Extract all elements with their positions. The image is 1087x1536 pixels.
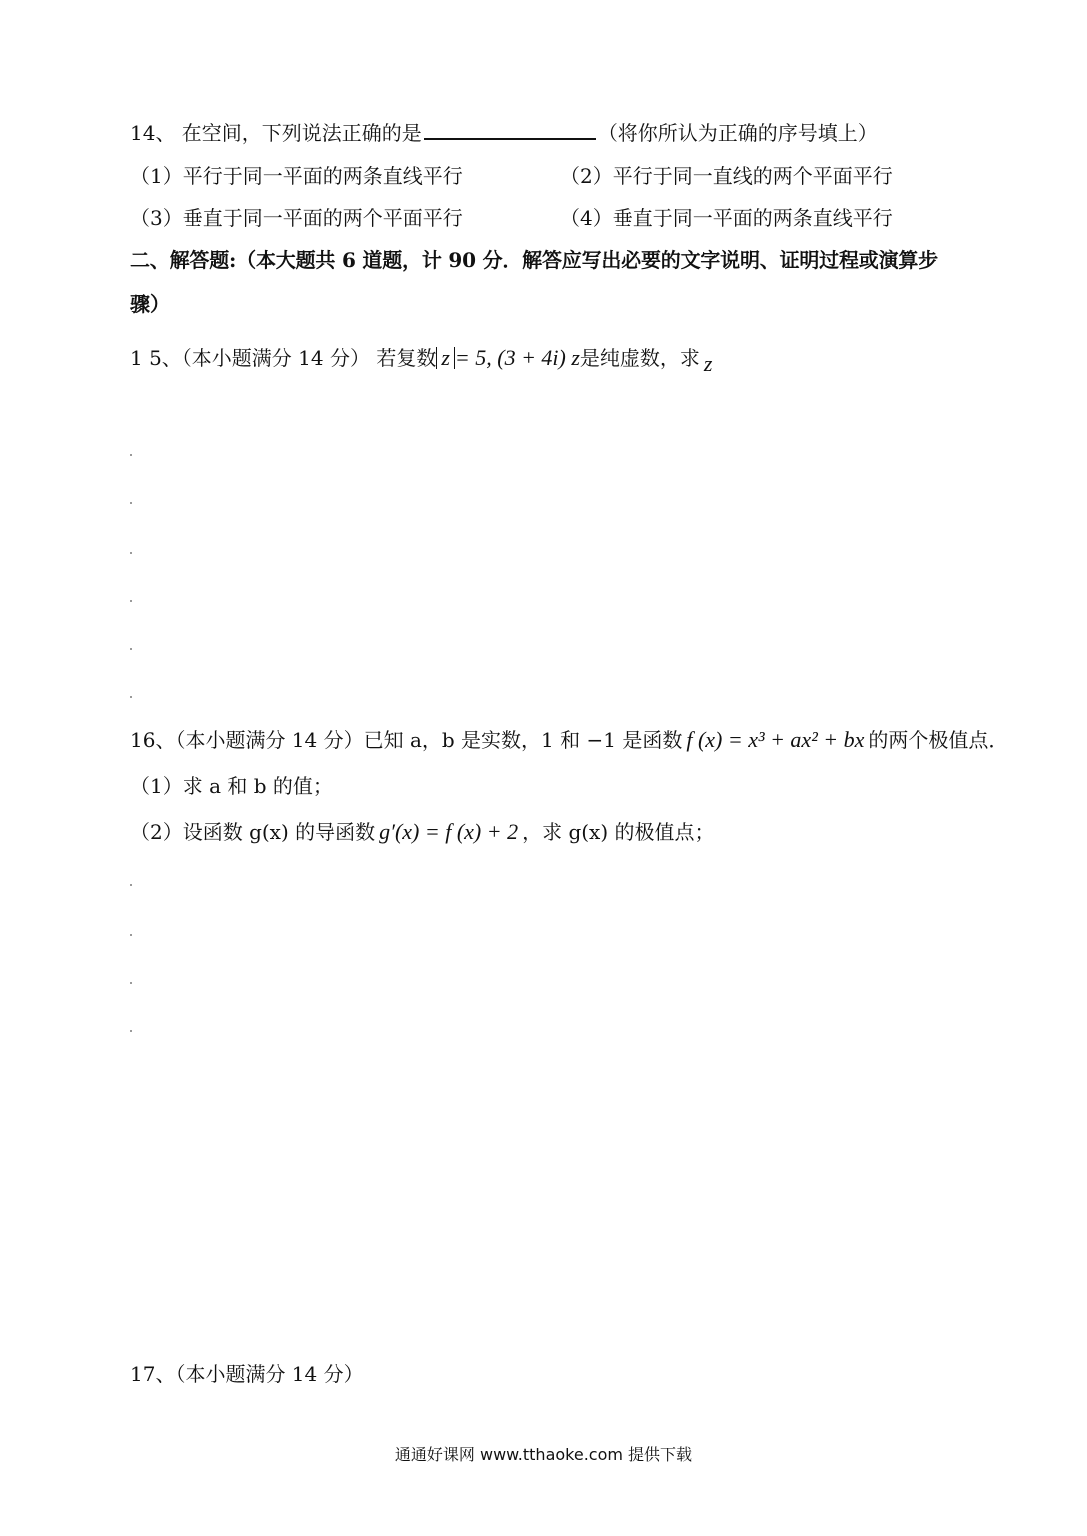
q17-stem: 17、（本小题满分 14 分） [130,1362,364,1386]
answer-space-dot [130,502,132,504]
answer-space-dot [130,552,132,554]
q16-stem-prefix: 16、（本小题满分 14 分）已知 a，b 是实数，1 和 −1 是函数 [130,728,683,752]
answer-space-dot [130,696,132,698]
q14-option-3: （3）垂直于同一平面的两个平面平行 [130,206,463,230]
q14-stem [130,118,878,147]
q14-option-1: （1）平行于同一平面的两条直线平行 [130,164,463,188]
q16-part2-formula: g′(x) = f (x) + 2 [379,819,519,844]
q16-function: f (x) = x³ + ax² + bx [686,727,865,752]
answer-space-dot [130,934,132,936]
q16-stem-suffix: 的两个极值点． [868,728,1009,752]
q16-part-1: （1）求 a 和 b 的值； [130,774,333,798]
q16-part-2 [130,818,715,846]
q14-answer-blank [424,118,596,140]
q14-option-4: （4）垂直于同一平面的两条直线平行 [560,206,893,230]
q15-equation: = 5, (3 + 4i) z [454,345,580,370]
q15-prefix: 1 5、（本小题满分 14 分） 若复数 [130,346,437,370]
section-heading-line2: 骤） [130,292,170,316]
q15-abs-z: z [436,347,455,369]
q14-option-2: （2）平行于同一直线的两个平面平行 [560,164,893,188]
answer-space-dot [130,600,132,602]
answer-space-dot [130,982,132,984]
q16-part2-suffix: ，求 g(x) 的极值点； [522,820,715,844]
q15-target: z [703,351,713,376]
q16-part2-prefix: （2）设函数 g(x) 的导函数 [130,820,376,844]
section-heading-line1: 二、解答题:（本大题共 6 道题，计 90 分．解答应写出必要的文字说明、证明过程或演算步 [130,248,938,272]
answer-space-dot [130,884,132,886]
answer-space-dot [130,648,132,650]
q15-mid: 是纯虚数，求 [579,346,700,370]
q15-stem [130,344,713,376]
q14-stem-after: （将你所认为正确的序号填上） [597,121,878,145]
answer-space-dot [130,454,132,456]
q14-stem-before: 14、 在空间，下列说法正确的是 [130,121,422,145]
answer-space-dot [130,1030,132,1032]
q16-stem [130,726,1008,754]
page-footer: 通通好课网 www.tthaoke.com 提供下载 [394,1445,693,1464]
